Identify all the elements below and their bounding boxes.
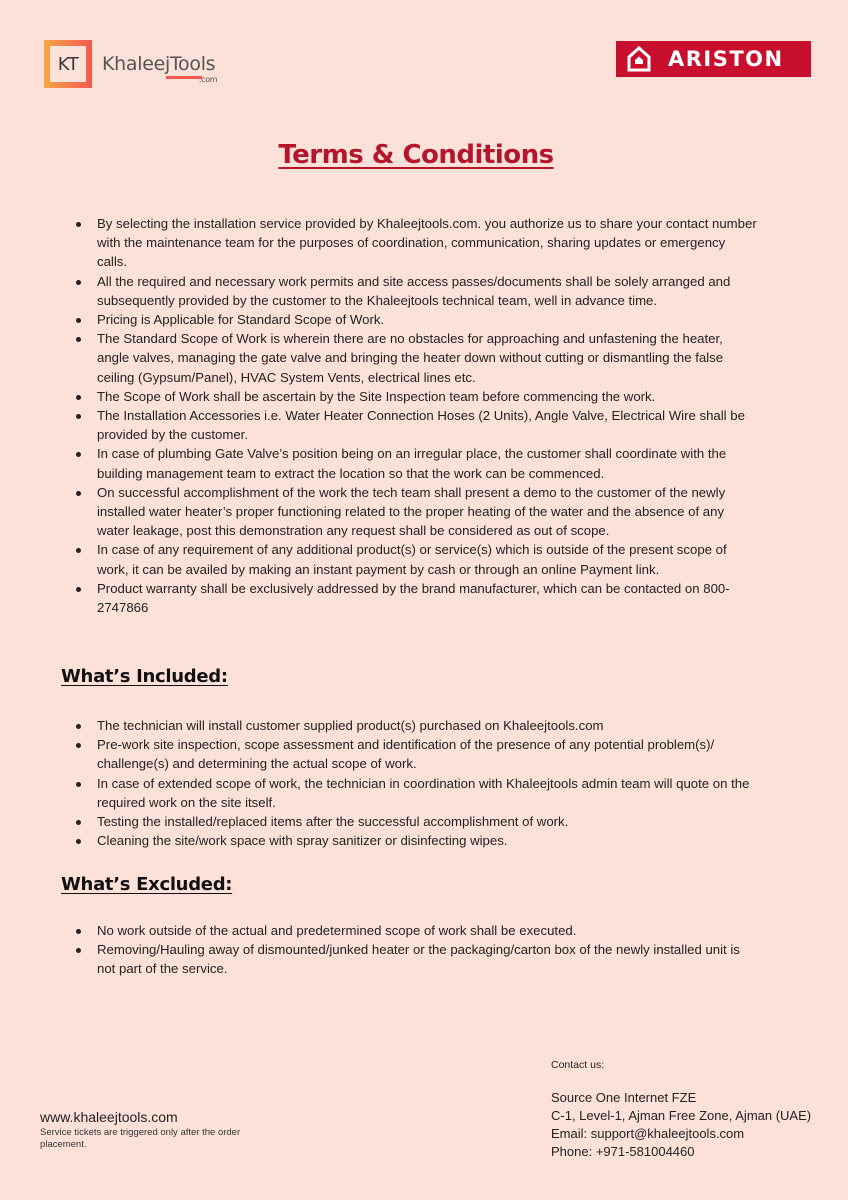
included-heading: What’s Included: (61, 666, 228, 687)
contact-phone[interactable]: Phone: +971-581004460 (551, 1144, 695, 1159)
included-list (61, 716, 757, 850)
terms-item: Product warranty shall be exclusively addressed by the brand manufacturer, which can be contacted on 800-2747866 (61, 579, 757, 617)
khaleejtools-logo (44, 40, 218, 88)
ariston-wordmark: ARISTON (668, 47, 784, 71)
footer-left (40, 1109, 250, 1150)
terms-item: Pricing is Applicable for Standard Scope of Work. (61, 310, 757, 329)
excluded-heading: What’s Excluded: (61, 874, 233, 895)
terms-item: The Standard Scope of Work is wherein there are no obstacles for approaching and unfastening the heater, angle valves, managing the gate valve and bringing the heater down without cutting or dismantling the false ceiling (Gypsum/Panel), HVAC System Vents, electrical lines etc. (61, 329, 757, 387)
website-link[interactable]: www.khaleejtools.com (40, 1109, 178, 1125)
ariston-logo (616, 41, 811, 77)
kt-logo-wordmark (102, 53, 218, 84)
house-icon (626, 46, 652, 72)
kt-logo-word: KhaleejTools (102, 53, 216, 75)
included-item: Pre-work site inspection, scope assessment and identification of the presence of any potential problem(s)/ challenge(s) and determining the actual scope of work. (61, 735, 757, 773)
company-address: C-1, Level-1, Ajman Free Zone, Ajman (UAE) (551, 1108, 812, 1123)
terms-list (61, 214, 757, 617)
terms-item: All the required and necessary work permits and site access passes/documents shall be solely arranged and subsequently provided by the customer to the Khaleejtools technical team, well in advance time. (61, 272, 757, 310)
contact-label: Contact us: (551, 1059, 605, 1071)
contact-block (551, 1059, 811, 1161)
kt-logo-suffix: .com (198, 75, 218, 84)
terms-item: By selecting the installation service provided by Khaleejtools.com. you authorize us to share your contact number with the maintenance team for the purposes of coordination, communication, sharing updates or emergency calls. (61, 214, 757, 272)
excluded-item: Removing/Hauling away of dismounted/junked heater or the packaging/carton box of the newly installed unit is not part of the service. (61, 940, 757, 978)
terms-item: The Scope of Work shall be ascertain by the Site Inspection team before commencing the work. (61, 387, 757, 406)
included-item: The technician will install customer supplied product(s) purchased on Khaleejtools.com (61, 716, 757, 735)
included-item: In case of extended scope of work, the technician in coordination with Khaleejtools admin team will quote on the required work on the site itself. (61, 774, 757, 812)
terms-item: On successful accomplishment of the work the tech team shall present a demo to the customer of the newly installed water heater’s proper functioning related to the proper heating of the water and the absence of any water leakage, post this demonstration any request shall be considered as out of scope. (61, 483, 757, 541)
kt-logo-underline (166, 76, 202, 79)
page-title: Terms & Conditions (278, 140, 554, 170)
terms-item: In case of any requirement of any additional product(s) or service(s) which is outside of the present scope of work, it can be availed by making an instant payment by cash or through an online Payment link. (61, 540, 757, 578)
included-item: Testing the installed/replaced items after the successful accomplishment of work. (61, 812, 757, 831)
company-name: Source One Internet FZE (551, 1090, 697, 1105)
excluded-item: No work outside of the actual and predetermined scope of work shall be executed. (61, 921, 757, 940)
kt-logo-mark-text: KT (50, 46, 86, 82)
contact-email[interactable]: Email: support@khaleejtools.com (551, 1126, 745, 1141)
kt-logo-mark (44, 40, 92, 88)
included-item: Cleaning the site/work space with spray sanitizer or disinfecting wipes. (61, 831, 757, 850)
service-note: Service tickets are triggered only after the order placement. (40, 1127, 241, 1150)
terms-item: The Installation Accessories i.e. Water Heater Connection Hoses (2 Units), Angle Valve, Electrical Wire shall be provided by the customer. (61, 406, 757, 444)
excluded-list (61, 921, 757, 979)
terms-item: In case of plumbing Gate Valve’s position being on an irregular place, the customer shall coordinate with the building management team to extract the location so that the work can be commenced. (61, 444, 757, 482)
